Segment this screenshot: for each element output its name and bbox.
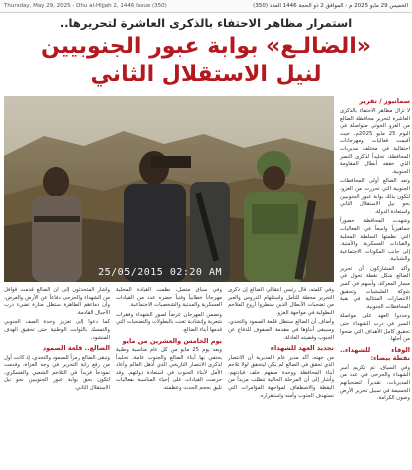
- paragraph: وأكد المشاركون أن تحرير الضالع شكل نقطة تحول في مسار المعركة، وأسهم في كسر شوكة المليشيات وتحقيق الانتصارات المتتالية في بقية المحافظات الجنوبية.: [340, 265, 410, 310]
- paragraph: وأضاف أن الضالع ستظل قلعة الصمود والتحدي، وسيبقى أبناؤها في مقدمة الصفوف للدفاع عن الجنوب وقضيته العادلة.: [228, 319, 334, 341]
- article-photo: [4, 96, 334, 282]
- section-subhead: الوفاء للشهداء.. نقطة بيضاء:: [340, 345, 410, 363]
- paragraph: من جهته، أكد مدير عام المديرية أن الانتصار الذي تحقق في الضالع لم يكن ليتحقق لولا تلاحم أبناء المحافظة ووحدة صفهم خلف قيادتهم. وأشار إلى أن المرحلة الحالية تتطلب مزيداً من اليقظة والاصطفاف لمواجهة المؤامرات التي تستهدف الجنوب وأمنه واستقراره.: [228, 354, 334, 399]
- issue-date-english: Thursday, May 29, 2025 - Dhu al-Hijjah 2, 1446 Issue (350): [4, 3, 167, 9]
- section-subhead: يوم الخامس والعشرين من مايو: [122, 336, 222, 345]
- paragraph: لا تزال مظاهر الاحتفاء بالذكرى العاشرة لتحرير محافظة الضالع من الغزو الحوثي متواصلة في اليوم 25 مايو 2025م، حيث أقيمت فعاليات ومهرجانات احتفالية في مختلف مديريات المحافظة، تخليداً لذكرى النصر الذي حققه أبطال المقاومة الجنوبية.: [340, 108, 410, 175]
- article-column-1: [228, 287, 334, 468]
- paragraph: وأشار المتحدثون إلى أن الضالع قدمت قوافل من الشهداء والجرحى دفاعاً عن الأرض والعرض، وأن دماءهم الطاهرة ستظل منارة تضيء درب الأجيال القادمة.: [4, 287, 110, 316]
- photo-date-stamp: 25/05/2015 02:20 AM: [98, 267, 222, 278]
- paragraph: وفي السياق، تم تكريم أسر الشهداء والجرحى في عدد من المديريات، تقديراً لتضحياتهم الجسيمة في سبيل تحرير الأرض وصون الكرامة.: [340, 364, 410, 402]
- paragraph: كما دعوا إلى تعزيز وحدة الصف الجنوبي والتمسك بالثوابت الوطنية حتى تحقيق الهدف المنشود.: [4, 319, 110, 341]
- article-column-right: [340, 96, 410, 468]
- article-byline: سمانيوز / تقرير: [359, 97, 410, 105]
- section-subhead: الضالع.. قلعة الصمود: [42, 344, 110, 353]
- paragraph: وتضمن المهرجان عرضاً لصور الشهداء وفقرات شعرية وإنشادية تغنت بالبطولات والتضحيات التي قدمها أبناء الضالع.: [116, 311, 222, 333]
- paragraph: وتبقى الضالع رمزاً للصمود والتحدي، إذ كانت أول من رفع راية التحرير في وجه الغزاة، وقدمت نموذجاً فريداً في التلاحم الشعبي والعسكري، لتكون بحق بوابة عبور الجنوبيين نحو نيل الاستقلال الثاني.: [4, 354, 110, 392]
- paragraph: وفي سياق متصل، نظمت القيادة المحلية مهرجاناً خطابياً وفنياً حضره عدد من القيادات العسكرية والمدنية والشخصيات الاجتماعية.: [116, 287, 222, 309]
- article-headline-line2: لنيل الاستقلال الثاني: [90, 62, 322, 87]
- issue-header-bar: [0, 0, 412, 13]
- issue-date-arabic: الخميس 29 مايو 2025 م - الموافق 2 ذو الحجة 1446 العدد (350): [253, 3, 408, 9]
- paragraph: وتعد الضالع أولى المحافظات الجنوبية التي تحررت من الغزو، لتكون بذلك بوابة عبور الجنوبيين نحو نيل الاستقلال الثاني واستعادة الدولة.: [340, 178, 410, 215]
- paragraph: وجددوا العهد على مواصلة السير في درب الشهداء حتى تحقيق كامل الأهداف التي ضحوا من أجلها.: [340, 313, 410, 343]
- section-subhead: تجديد العهد للشهداء: [270, 344, 334, 353]
- article-column-2: [116, 287, 222, 468]
- article-kicker: استمرار مظاهر الاحتفاء بالذكرى العاشرة لتحريرها..: [59, 16, 353, 30]
- paragraph: وفي كلمته، قال رئيس انتقالي الضالع إن ذكرى التحرير محطة للتأمل واستلهام الدروس والعبر من تضحيات الأبطال الذين سطروا أروع الملاحم البطولية في مواجهة الغزو.: [228, 287, 334, 316]
- article-headline-line1: «الضالـع» بوابة عبور الجنوبيين: [40, 34, 372, 59]
- paragraph: ويعد يوم 25 مايو من كل عام مناسبة وطنية يحتفي بها أبناء الضالع والجنوب عامة، تخليداً لذكرى الانتصار التاريخي الذي أذهل العالم وأعاد الأمل لأبناء الجنوب في استعادة دولتهم. وقد حرصت القيادات على إحياء المناسبة بفعاليات تليق بحجم الحدث وعظمته.: [116, 347, 222, 392]
- paragraph: وشهدت المحافظة حضوراً جماهيرياً واسعاً في الفعاليات التي نظمتها السلطة المحلية والقيادات العسكرية والأمنية، إلى جانب المكونات الاجتماعية والشبابية.: [340, 218, 410, 263]
- right-column-text: [340, 108, 410, 405]
- article-column-3: [4, 287, 110, 468]
